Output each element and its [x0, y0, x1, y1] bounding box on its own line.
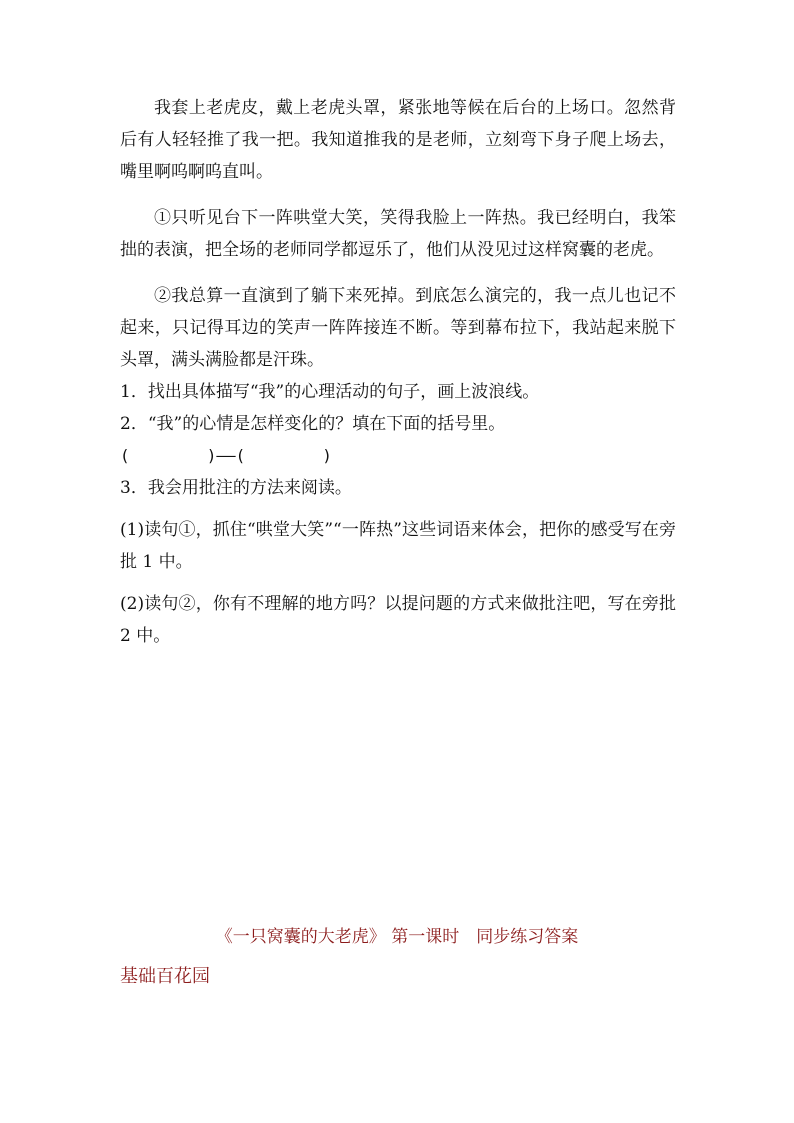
answer-section-title: 基础百花园: [120, 966, 210, 987]
question-2: 2．“我”的心情是怎样变化的？填在下面的括号里。: [120, 414, 506, 434]
passage-paragraph-2: ①只听见台下一阵哄堂大笑，笑得我脸上一阵热。我已经明白，我笨拙的表演，把全场的老师同学都逗乐了，他们从没见过这样窝囊的老虎。: [120, 208, 676, 260]
answer-key-title: 《一只窝囊的大老虎》 第一课时 同步练习答案: [215, 927, 579, 947]
question-2-answer-blank: ( )——( ): [120, 446, 332, 465]
question-3-part-1: (1)读句①，抓住“哄堂大笑”“一阵热”这些词语来体会，把你的感受写在旁批 1 中。: [120, 520, 676, 572]
passage-paragraph-3: ②我总算一直演到了躺下来死掉。到底怎么演完的，我一点儿也记不起来，只记得耳边的笑声一阵阵接连不断。等到幕布拉下，我站起来脱下头罩，满头满脸都是汗珠。: [120, 286, 676, 370]
passage-paragraph-1: 我套上老虎皮，戴上老虎头罩，紧张地等候在后台的上场口。忽然背后有人轻轻推了我一把。我知道推我的是老师，立刻弯下身子爬上场去，嘴里啊呜啊呜直叫。: [120, 98, 676, 182]
question-3-part-2: (2)读句②，你有不理解的地方吗？以提问题的方式来做批注吧，写在旁批 2 中。: [120, 594, 676, 646]
question-3: 3．我会用批注的方法来阅读。: [120, 478, 352, 498]
document-body: [120, 92, 676, 652]
question-1: 1．找出具体描写“我”的心理活动的句子，画上波浪线。: [120, 382, 540, 402]
